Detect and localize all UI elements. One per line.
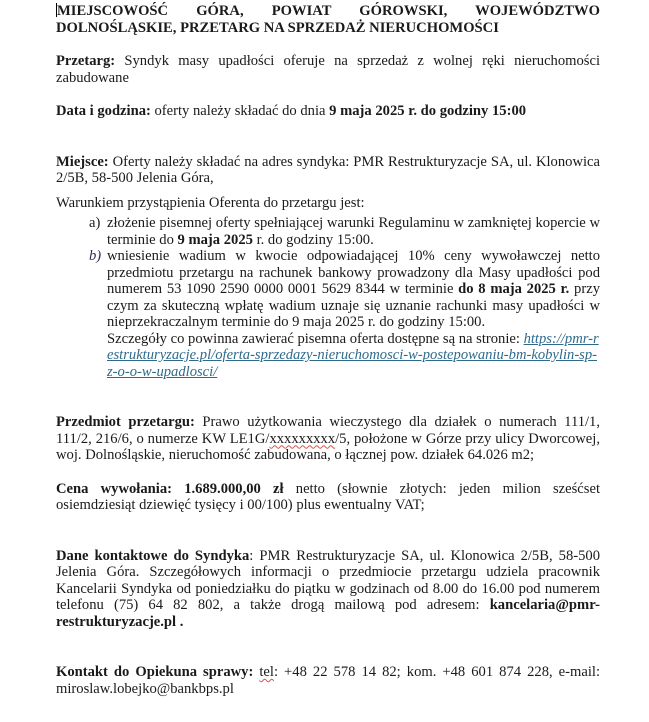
- list-marker: b): [89, 248, 102, 264]
- deadline: 9 maja 2025 r. do godziny 15:00: [329, 103, 527, 119]
- conditions-intro: Warunkiem przystąpienia Oferenta do przetargu jest:: [56, 194, 365, 211]
- offer-details-link[interactable]: https://pmr-restrukturyzacje.pl/oferta-sprzedazy-nieruchomosci-w-postepowaniu-bm-kobylin-sp-z-o-o-w-upadlosci/: [107, 330, 599, 380]
- section-label: Dane kontaktowe do Syndyka: [56, 547, 250, 564]
- section-label: Cena wywołania:: [56, 480, 172, 497]
- section-kontakt-syndyk: Dane kontaktowe do Syndyka: PMR Restrukturyzacje SA, ul. Klonowica 2/5B, 58-500 Jelenia Góra. Szczegółowych informacji o przedmiocie przetargu udziela pracownik Kancelarii Syndyka od poniedziałku do piątku w godzinach od 8.00 do 16.00 pod numerem telefonu (75) 64 82 802, a także drogą mailową pod adresem: kancelaria@pmr-restrukturyzacje.pl .: [56, 547, 600, 630]
- section-przetarg: Przetarg: Syndyk masy upadłości oferuje na sprzedaż z wolnej ręki nieruchomości zabudowane: [56, 53, 600, 86]
- section-przedmiot: Przedmiot przetargu: Prawo użytkowania wieczystego dla działek o numerach 111/1, 111/2, 216/6, o numerze KW LE1G/xxxxxxxxx/5, położone w Górze przy ulicy Dworcowej, woj. Dolnośląskie, nieruchomość zabudowana, o łącznej pow. działek 64.026 m2;: [56, 414, 600, 463]
- conditions-list: [56, 215, 600, 380]
- section-miejsce: Miejsce: Oferty należy składać na adres syndyka: PMR Restrukturyzacje SA, ul. Klonowica 2/5B, 58-500 Jelenia Góra,: [56, 153, 600, 186]
- document-title: MIEJSCOWOŚĆ GÓRA, POWIAT GÓROWSKI, WOJEWÓDZTWO DOLNOŚLĄSKIE, PRZETARG NA SPRZEDAŻ NIERUCHOMOŚCI: [56, 3, 600, 36]
- section-label: Przetarg:: [56, 53, 116, 69]
- spellcheck-underline: xxxxxxxxx: [269, 430, 336, 447]
- section-label: Miejsce:: [56, 153, 109, 170]
- section-label: Kontakt do Opiekuna sprawy:: [56, 664, 254, 680]
- condition-item-b: b) wniesienie wadium w kwocie odpowiadającej 10% ceny wywoławczej netto przedmiotu przetargu na rachunek bankowy prowadzony dla Masy upadłości pod numerem 53 1090 2590 0000 0001 5629 8344 w terminie do 8 maja 2025 r. przy czym za skuteczną wpłatę wadium uznaje się uznanie rachunki masy upadłości w nieprzekraczalnym terminie do 9 maja 2025 r. do godziny 15:00. Szczegóły co powinna zawierać pisemna oferta dostępne są na stronie: https://pmr-restrukturyzacje.pl/oferta-sprzedazy-nieruchomosci-w-postepowaniu-bm-kobylin-sp-z-o-o-w-upadlosci/: [89, 248, 600, 380]
- section-cena: Cena wywołania: 1.689.000,00 zł netto (słownie złotych: jeden milion sześćset osiemdziesiąt dziewięć tysięcy i 00/100) plus ewentualny VAT;: [56, 480, 600, 513]
- section-label: Data i godzina:: [56, 103, 151, 119]
- price-amount: 1.689.000,00 zł: [172, 480, 284, 497]
- document-page: [56, 3, 600, 697]
- condition-item-a: a) złożenie pisemnej oferty spełniającej warunki Regulaminu w zamkniętej kopercie w terminie do 9 maja 2025 r. do godziny 15:00.: [89, 215, 600, 248]
- section-label: Przedmiot przetargu:: [56, 414, 195, 430]
- spellcheck-underline: tel: [259, 664, 274, 680]
- list-marker: a): [89, 215, 101, 231]
- contact-email[interactable]: kancelaria@pmr-restrukturyzacje.pl .: [56, 597, 600, 630]
- section-kontakt-opiekun: Kontakt do Opiekuna sprawy: tel: +48 22 578 14 82; kom. +48 601 874 228, e-mail: miroslaw.lobejko@bankbps.pl: [56, 664, 601, 697]
- offer-details: Szczegóły co powinna zawierać pisemna oferta dostępne są na stronie: https://pmr-restrukturyzacje.pl/oferta-sprzedazy-nieruchomosci-w-postepowaniu-bm-kobylin-sp-z-o-o-w-upadlosci/: [107, 330, 599, 380]
- section-data-godzina: Data i godzina: oferty należy składać do dnia 9 maja 2025 r. do godziny 15:00: [56, 103, 527, 119]
